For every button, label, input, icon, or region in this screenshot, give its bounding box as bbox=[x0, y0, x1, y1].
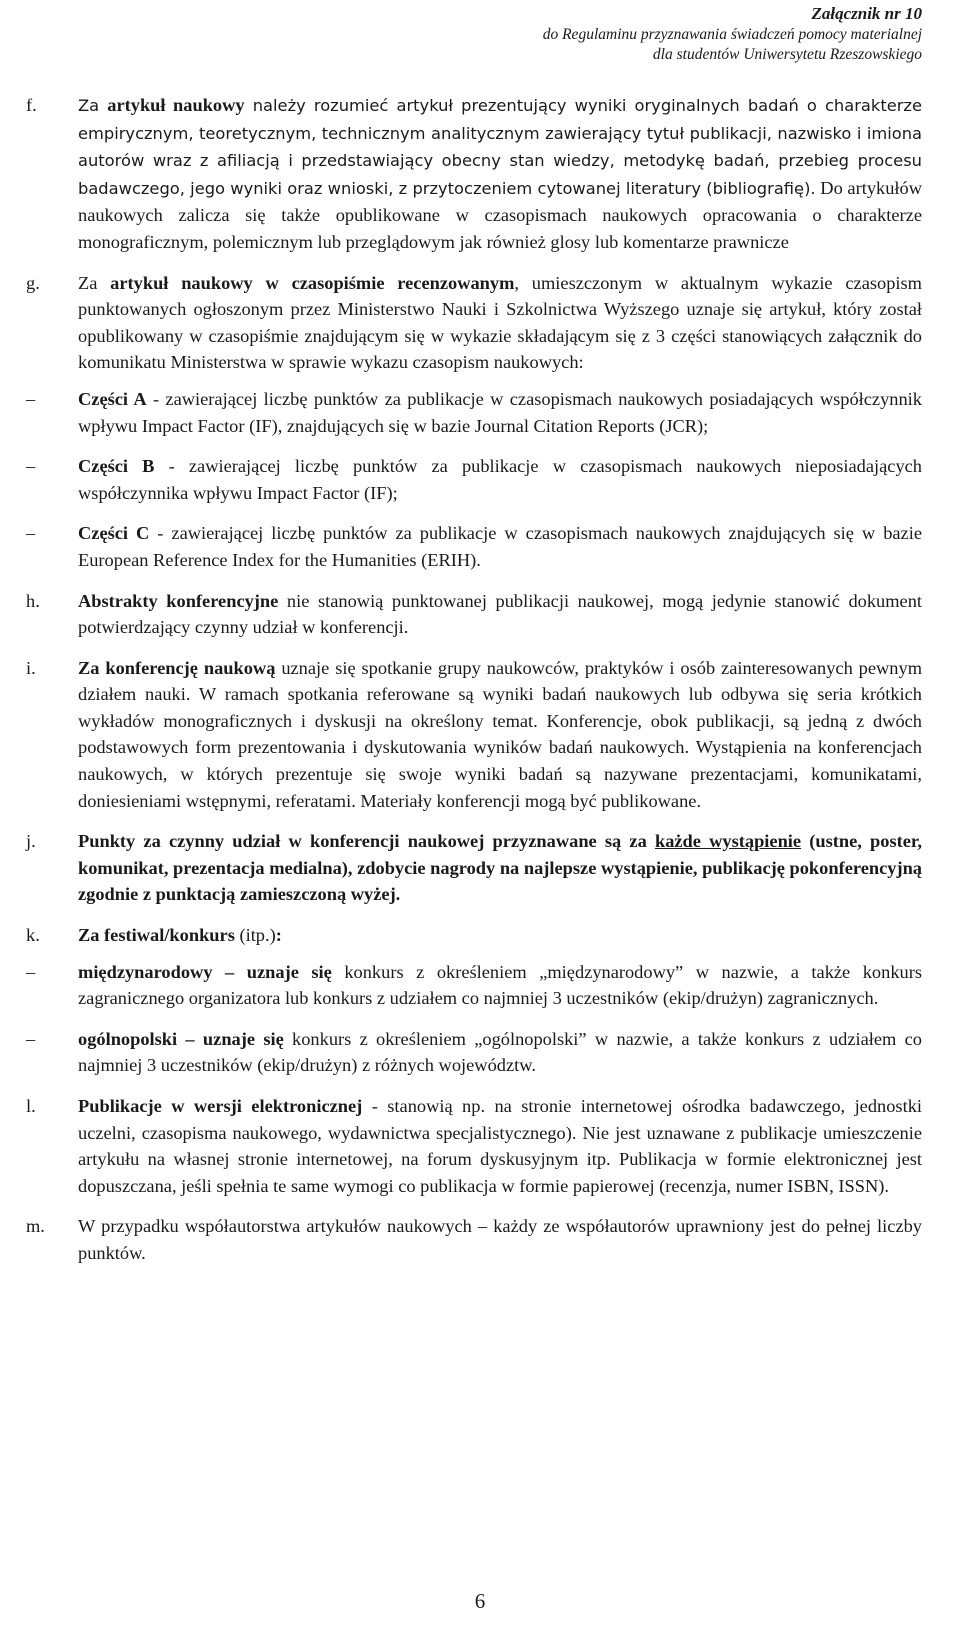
journal-parts-list bbox=[26, 386, 922, 574]
item-marker: j. bbox=[26, 831, 36, 852]
item-h bbox=[26, 588, 922, 641]
item-i-text: uznaje się spotkanie grupy naukowców, praktyków i osób zainteresowanych pewnym działem nauki. W ramach spotkania referowane są wyniki badań naukowych lub odbywa się seria krótkich wykładów monograficznych i dyskusji na określony temat. Konferencje, obok publikacji, są jedną z dwóch podstawowych form prezentowania i dyskutowania wyników badań naukowych. Wystąpienia na konferencjach naukowych, w których prezentuje się swoje wyniki badań są nazywane prezentacjami, komunikatami, doniesieniami wstępnymi, referatami. Materiały konferencji mogą być publikowane. bbox=[78, 657, 923, 811]
annex-subtitle-line-2: dla studentów Uniwersytetu Rzeszowskiego bbox=[652, 46, 922, 63]
dash-marker: – bbox=[26, 456, 36, 477]
list-item bbox=[26, 453, 922, 506]
item-marker: l. bbox=[26, 1096, 36, 1116]
dash-marker: – bbox=[26, 523, 36, 544]
list-item bbox=[26, 386, 922, 439]
item-j-text-1: Punkty za czynny udział w konferencji naukowej przyznawane są za bbox=[78, 831, 655, 852]
item-marker: h. bbox=[26, 590, 40, 611]
item-k bbox=[26, 922, 922, 949]
document-header bbox=[543, 4, 922, 66]
item-f bbox=[26, 92, 922, 256]
list-item-term: Części A bbox=[78, 388, 147, 409]
list-item-term: Części C bbox=[78, 523, 150, 544]
dash-marker: – bbox=[26, 388, 36, 409]
item-g-term: artykuł naukowy w czasopiśmie recenzowanym bbox=[110, 272, 515, 293]
list-item bbox=[26, 959, 922, 1012]
item-m bbox=[26, 1213, 922, 1266]
list-item-term: międzynarodowy – uznaje się bbox=[78, 961, 332, 982]
item-marker: g. bbox=[26, 272, 40, 293]
annex-title: Załącznik nr 10 bbox=[811, 4, 922, 23]
list-item bbox=[26, 1026, 922, 1079]
contest-types-list bbox=[26, 959, 922, 1079]
item-marker: m. bbox=[26, 1216, 45, 1237]
document-body bbox=[26, 92, 922, 1267]
item-marker: k. bbox=[26, 925, 40, 946]
dash-marker: – bbox=[26, 1028, 36, 1049]
list-item bbox=[26, 520, 922, 573]
list-item-text: konkurs z określeniem „ogólnopolski” w nazwie, a także konkurs z udziałem co najmniej 3 uczestników (ekip/drużyn) z różnych województw. bbox=[78, 1028, 922, 1076]
list-item-text: konkurs z określeniem „międzynarodowy” w nazwie, a także konkurs zagranicznego organizatora lub konkurs z udziałem co najmniej 3 uczestników (ekip/drużyn) zagranicznych. bbox=[78, 961, 922, 1009]
item-f-text-3: Do artykułów naukowych zalicza się także opublikowane w czasopismach naukowych opracowania o charakterze monograficznym, polemicznym lub przeglądowym jak również glosy lub komentarze prawnicze bbox=[78, 177, 923, 252]
item-m-text: W przypadku współautorstwa artykułów naukowych – każdy ze współautorów uprawniony jest do pełnej liczby punktów. bbox=[78, 1216, 922, 1263]
list-item-term: ogólnopolski – uznaje się bbox=[78, 1028, 284, 1049]
item-j-text-2: (ustne, poster, komunikat, prezentacja medialna), zdobycie nagrody na najlepsze wystąpienie, publikację pokonferencyjną zgodnie z punktacją zamieszczoną wyżej. bbox=[78, 831, 922, 905]
item-i bbox=[26, 655, 922, 815]
item-h-term: Abstrakty konferencyjne bbox=[78, 590, 279, 611]
item-f-text-1: Za bbox=[78, 96, 108, 115]
item-g-text-1: Za bbox=[78, 272, 111, 293]
annex-subtitle-line-1: do Regulaminu przyznawania świadczeń pomocy materialnej bbox=[542, 25, 922, 43]
list-item-text: - zawierającej liczbę punktów za publikacje w czasopismach naukowych nieposiadających współczynnika wpływu Impact Factor (IF); bbox=[78, 456, 922, 503]
item-i-term: Za konferencję naukową bbox=[78, 657, 276, 678]
page-number: 6 bbox=[474, 1589, 486, 1613]
item-k-text: (itp.) bbox=[234, 925, 276, 946]
item-f-term: artykuł naukowy bbox=[107, 95, 245, 115]
item-f-text-2: należy rozumieć artykuł prezentujący wyniki oryginalnych badań o charakterze empirycznym, teoretycznym, technicznym analitycznym zawierający tytuł publikacji, nazwisko i imiona autorów wraz z afiliacją i przedstawiający obecny stan wiedzy, metodykę badań, przebieg procesu badawczego, jego wyniki oraz wnioski, z przytoczeniem cytowanej literatury (bibliografię). bbox=[78, 96, 922, 198]
list-item-text: - zawierającej liczbę punktów za publikacje w czasopismach naukowych posiadających współczynnik wpływu Impact Factor (IF), znajdujących się w bazie Journal Citation Reports (JCR); bbox=[78, 388, 922, 436]
item-g-text-2: , umieszczonym w aktualnym wykazie czasopism punktowanych ogłoszonym przez Ministerstwo Nauki i Szkolnictwa Wyższego uznaje się artykuł, który został opublikowany w czasopiśmie znajdującym się w wykazie składającym się z 3 części stanowiących załącznik do komunikatu Ministerstwa w sprawie wykazu czasopism naukowych: bbox=[78, 272, 922, 373]
item-l-text: - stanowią np. na stronie internetowej ośrodka badawczego, jednostki uczelni, czasopisma naukowego, wydawnictwa specjalistycznego). Nie jest uznawane z publikacje umieszczenie artykułu na własnej stronie internetowej, na forum dyskusyjnym itp. Publikacja w formie elektronicznej jest dopuszczana, jeśli spełnia te same wymogi co publikacja w formie papierowej (recenzja, numer ISBN, ISSN). bbox=[78, 1096, 923, 1196]
item-marker: f. bbox=[26, 95, 37, 115]
dash-marker: – bbox=[26, 961, 36, 982]
list-item-text: - zawierającej liczbę punktów za publikacje w czasopismach naukowych znajdujących się w bazie European Reference Index for the Humanities (ERIH). bbox=[78, 523, 922, 570]
item-h-text: nie stanowią punktowanej publikacji naukowej, mogą jedynie stanowić dokument potwierdzający czynny udział w konferencji. bbox=[78, 590, 923, 638]
item-k-term: Za festiwal/konkurs bbox=[78, 925, 235, 946]
item-marker: i. bbox=[26, 657, 36, 678]
item-j bbox=[26, 828, 922, 908]
item-j-underlined: każde wystąpienie bbox=[654, 831, 802, 852]
item-g bbox=[26, 270, 922, 376]
item-k-colon: : bbox=[275, 925, 282, 946]
item-l bbox=[26, 1093, 922, 1199]
list-item-term: Części B bbox=[78, 456, 155, 477]
item-l-term: Publikacje w wersji elektronicznej bbox=[78, 1096, 363, 1116]
